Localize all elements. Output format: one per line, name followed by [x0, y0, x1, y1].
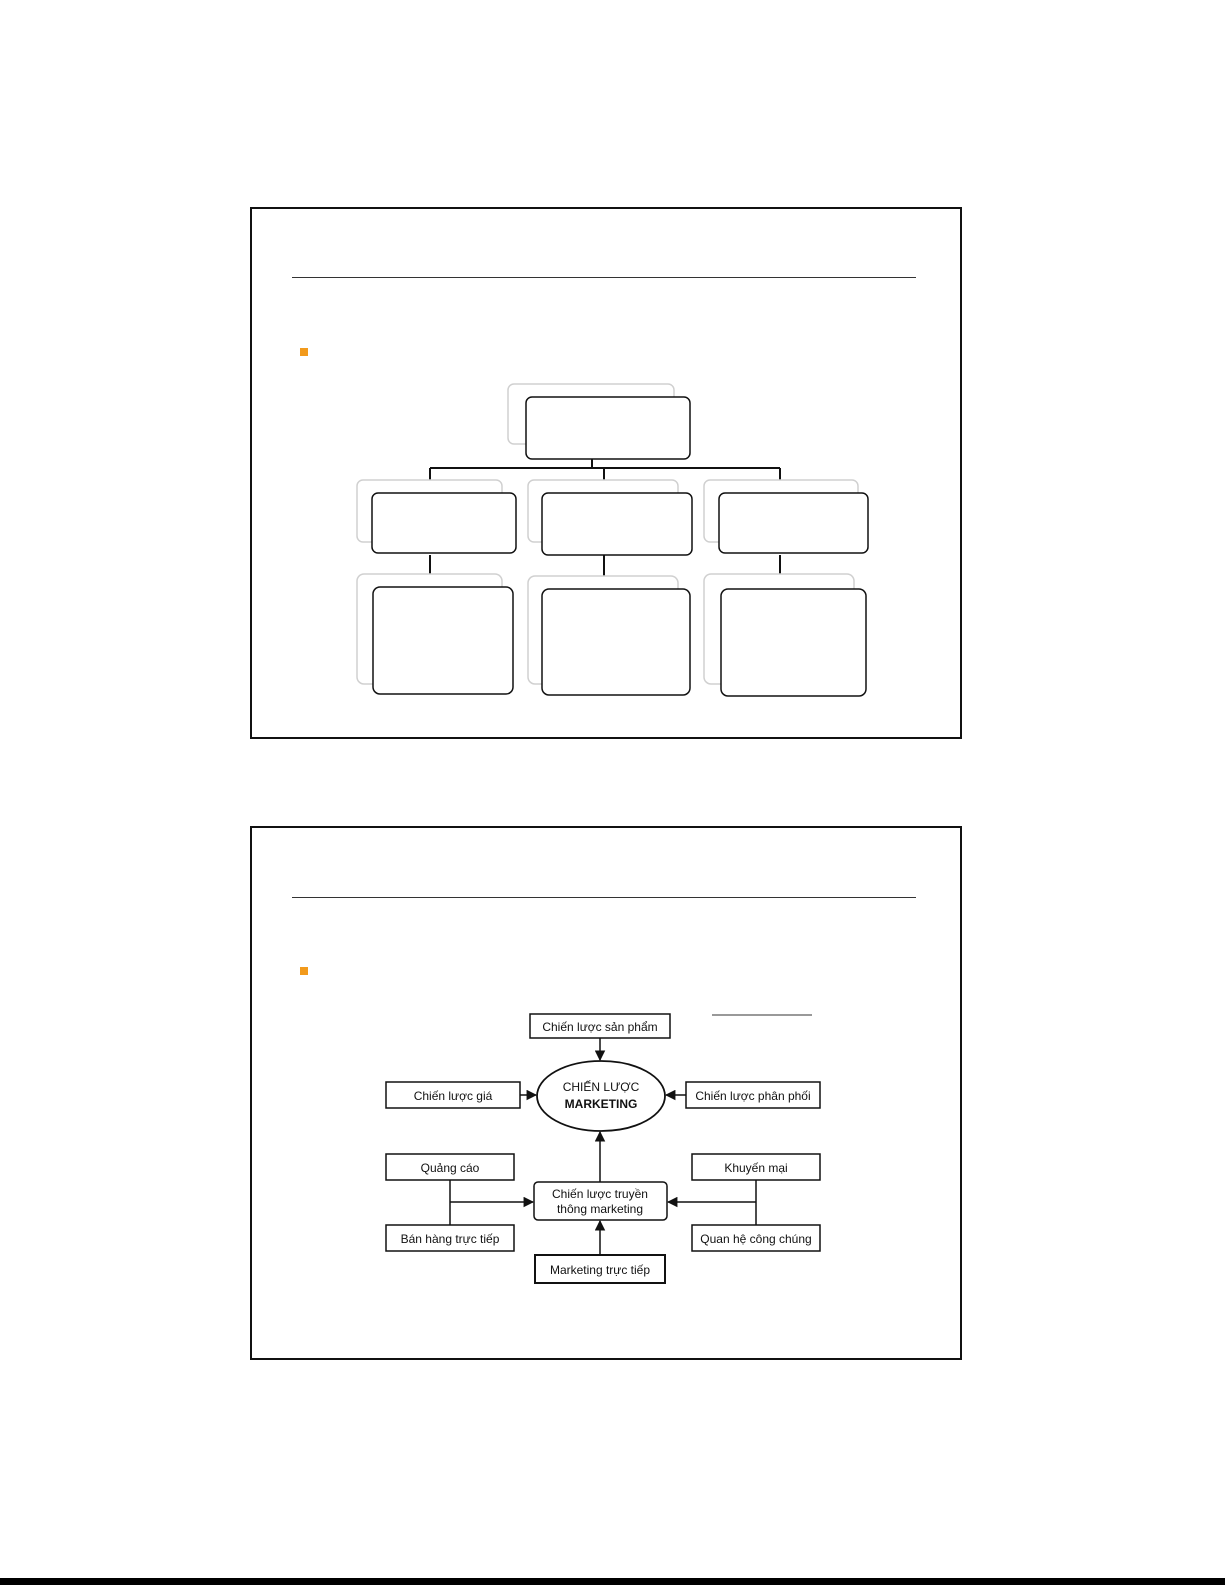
org-chart-diagram — [252, 209, 960, 737]
org-node-bottom-3 — [704, 574, 866, 696]
label-advertising: Quảng cáo — [420, 1161, 480, 1175]
label-center-line2: MARKETING — [564, 1097, 638, 1111]
org-node-mid-1 — [357, 480, 516, 553]
page-bottom-bar — [0, 1578, 1225, 1585]
node-sales-promotion — [692, 1154, 820, 1180]
node-public-relations — [692, 1225, 820, 1251]
org-node-bottom-2 — [528, 576, 690, 695]
label-price-strategy: Chiến lược giá — [413, 1089, 493, 1103]
org-node-bottom-1 — [357, 574, 513, 694]
node-advertising — [386, 1154, 514, 1180]
label-public-relations: Quan hệ công chúng — [700, 1232, 812, 1246]
label-sales-promotion: Khuyến mại — [724, 1161, 788, 1175]
slide-1 — [250, 207, 962, 739]
label-center-line1: CHIẾN LƯỢC — [562, 1080, 640, 1094]
slide-2 — [250, 826, 962, 1360]
node-direct-marketing — [535, 1255, 665, 1283]
label-direct-marketing: Marketing trực tiếp — [549, 1263, 651, 1277]
label-personal-selling: Bán hàng trực tiếp — [400, 1232, 500, 1246]
node-price-strategy — [386, 1082, 520, 1108]
org-node-mid-2 — [528, 480, 692, 555]
node-product-strategy — [530, 1014, 670, 1038]
node-communication-strategy — [534, 1182, 667, 1220]
org-node-top — [508, 384, 690, 459]
org-node-mid-3 — [704, 480, 868, 553]
node-distribution-strategy — [686, 1082, 820, 1108]
node-personal-selling — [386, 1225, 514, 1251]
label-distribution-strategy: Chiến lược phân phối — [695, 1089, 811, 1103]
label-product-strategy: Chiến lược sản phẩm — [542, 1020, 658, 1034]
label-communication-line1: Chiến lược truyền — [552, 1187, 648, 1201]
marketing-strategy-diagram — [252, 828, 960, 1358]
node-marketing-strategy — [537, 1061, 665, 1131]
label-communication-line2: thông marketing — [556, 1202, 644, 1216]
